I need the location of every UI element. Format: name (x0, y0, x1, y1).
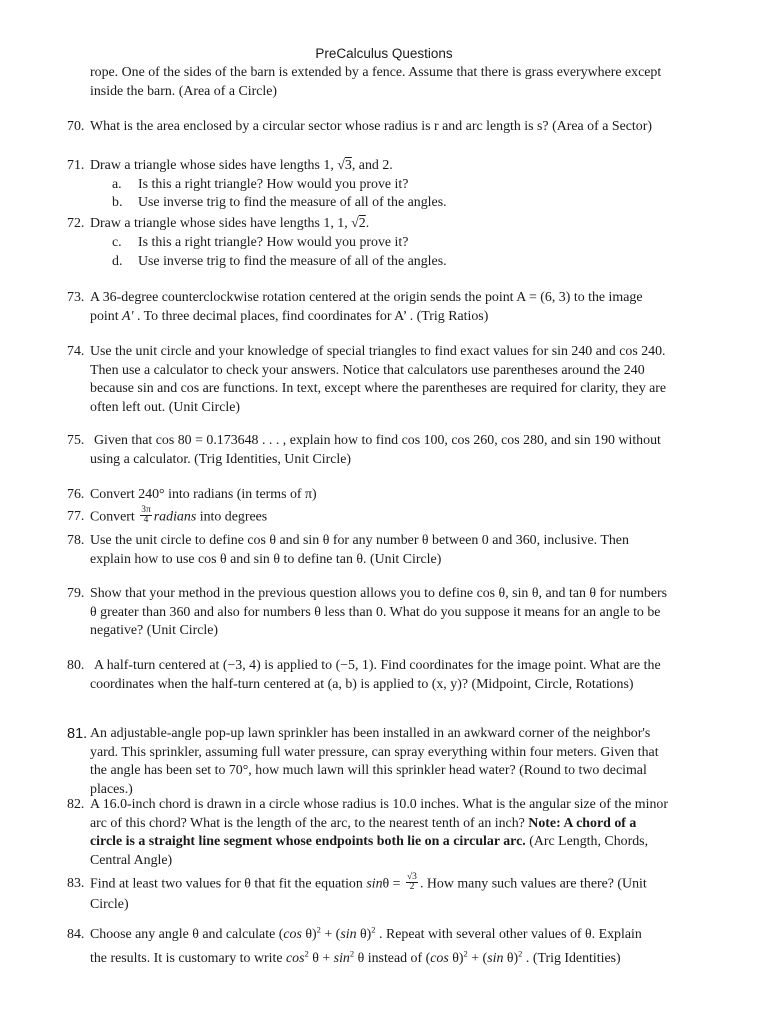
question-number: 76. (67, 487, 85, 502)
question-69-continuation (90, 64, 730, 101)
question-70 (67, 118, 753, 137)
text-line: often left out. (Unit Circle) (90, 399, 241, 415)
question-73 (67, 289, 753, 326)
question-81 (67, 725, 753, 799)
question-number: 72. (67, 216, 85, 231)
text-line: the angle has been set to 70°, how much lawn will this sprinkler head water? (Round to two decimal (90, 763, 647, 779)
text-line: A half-turn centered at (−3, 4) is applied to (−5, 1). Find coordinates for the image point. What are the (94, 658, 661, 673)
text-line: Given that cos 80 = 0.173648 . . . , explain how to find cos 100, cos 260, cos 280, and sin 190 without (94, 433, 661, 448)
fraction-root3-over-2: $\frac{√3}{2}$ (406, 872, 417, 892)
question-number: 75. (67, 433, 85, 448)
text-line: the results. It is customary to write $\cos^2 \theta + \sin^2 \theta$ instead of (cos θ)$^2$ + (sin θ)$^2$ . (Trig Identities) (90, 948, 621, 966)
text-line: Central Angle) (90, 852, 173, 868)
text-line: circle is a straight line segment whose endpoints both lie on a circular arc. (Arc Length, Chords, (90, 834, 649, 850)
question-number: 80. (67, 658, 85, 673)
question-number: 83. (67, 876, 85, 891)
question-number: 82. (67, 797, 85, 812)
text-line: Show that your method in the previous question allows you to define cos θ, sin θ, and tan θ for numbers (90, 586, 668, 601)
text-line: θ greater than 360 and also for numbers θ less than 0. What do you suppose it means for an angle to be (90, 604, 661, 620)
question-82 (67, 796, 753, 870)
text-line: An adjustable-angle pop-up lawn sprinkler has been installed in an awkward corner of the neighbor's (90, 726, 651, 741)
question-75 (67, 432, 753, 469)
question-number: 81. (67, 726, 88, 742)
question-79 (67, 585, 753, 641)
text-line: rope. One of the sides of the barn is extended by a fence. Assume that there is grass everywhere except (90, 65, 662, 80)
text-line: Choose any angle θ and calculate (cos θ)$^2$ + (sin θ)$^2$ . Repeat with several other values of θ. Explain (90, 924, 642, 942)
text-line: Use the unit circle and your knowledge of special triangles to find exact values for sin 240 and cos 240. (90, 344, 666, 359)
question-text: Draw a triangle whose sides have lengths 1, (90, 158, 338, 173)
question-77: 77. Convert $\frac{3\pi}{4}$ radians into degrees (67, 505, 268, 525)
question-text: Convert 240° into radians (in terms of π) (90, 487, 317, 502)
text-line: Then use a calculator to check your answers. Notice that calculators use parentheses around the 240 (90, 362, 645, 378)
question-84 (67, 923, 753, 971)
text-line: A 36-degree counterclockwise rotation centered at the origin sends the point A = (6, 3) to the image (90, 290, 643, 305)
question-76 (67, 486, 753, 505)
question-number: 70. (67, 119, 85, 134)
question-number: 71. (67, 158, 85, 173)
text-line: negative? (Unit Circle) (90, 623, 219, 639)
question-71-part-a: a. Is this a right triangle? How would you prove it? (112, 177, 409, 192)
fraction-3pi-over-4: $\frac{3\pi}{4}$ (141, 505, 151, 525)
text-line: A 16.0-inch chord is drawn in a circle whose radius is 10.0 inches. What is the angular size of the minor (90, 797, 668, 812)
question-78 (67, 532, 753, 569)
question-number: 79. (67, 586, 85, 601)
page-title: PreCalculus Questions (315, 46, 453, 61)
text-line: places.) (90, 781, 133, 797)
question-number: 73. (67, 290, 85, 305)
text-line: coordinates when the half-turn centered at (a, b) is applied to (x, y)? (Midpoint, Circle, Rotations) (90, 676, 634, 692)
question-83 (67, 872, 753, 915)
text-line: yard. This sprinkler, assuming full water pressure, can spray everything within four meters. Given that (90, 744, 659, 760)
text-line: because sin and cos are functions. In text, except where the parentheses are required for clarity, they are (90, 381, 667, 397)
question-80 (67, 657, 753, 694)
note-bold-text: circle is a straight line segment whose endpoints both lie on a circular arc. (90, 834, 526, 850)
note-bold-text: Note: A chord of a (528, 815, 637, 831)
question-number: 78. (67, 533, 85, 548)
text-line: point A' . To three decimal places, find coordinates for A’ . (Trig Ratios) (90, 308, 489, 324)
question-71-part-b: b. Use inverse trig to find the measure of all of the angles. (112, 195, 447, 210)
question-72: 72. Draw a triangle whose sides have lengths 1, 1, √2. (67, 215, 753, 234)
question-number: 77. (67, 509, 85, 524)
question-74 (67, 343, 753, 417)
question-72-part-c: c. Is this a right triangle? How would you prove it? (112, 235, 409, 250)
question-text: Draw a triangle whose sides have lengths 1, 1, (90, 216, 352, 231)
question-text: What is the area enclosed by a circular sector whose radius is r and arc length is s? (Area of a Sector) (90, 119, 652, 134)
text-line: Find at least two values for θ that fit the equation sinθ = $\frac{√3}{2}$ . How many such values are there? (Unit (90, 872, 647, 892)
question-71: 71. Draw a triangle whose sides have lengths 1, √3, and 2. (67, 157, 753, 176)
square-root-3: √3 (337, 158, 352, 173)
question-72-part-d: d. Use inverse trig to find the measure of all of the angles. (112, 254, 447, 269)
text-line: arc of this chord? What is the length of the arc, to the nearest tenth of an inch? Note: A chord of a (90, 815, 637, 831)
text-line: using a calculator. (Trig Identities, Unit Circle) (90, 451, 352, 467)
text-line: Circle) (90, 897, 129, 913)
text-line: Use the unit circle to define cos θ and sin θ for any number θ between 0 and 360, inclusive. Then (90, 533, 629, 548)
text-line: inside the barn. (Area of a Circle) (90, 83, 278, 99)
square-root-2: √2 (351, 216, 366, 231)
question-number: 74. (67, 344, 85, 359)
text-line: explain how to use cos θ and sin θ to define tan θ. (Unit Circle) (90, 551, 442, 567)
question-number: 84. (67, 927, 85, 942)
